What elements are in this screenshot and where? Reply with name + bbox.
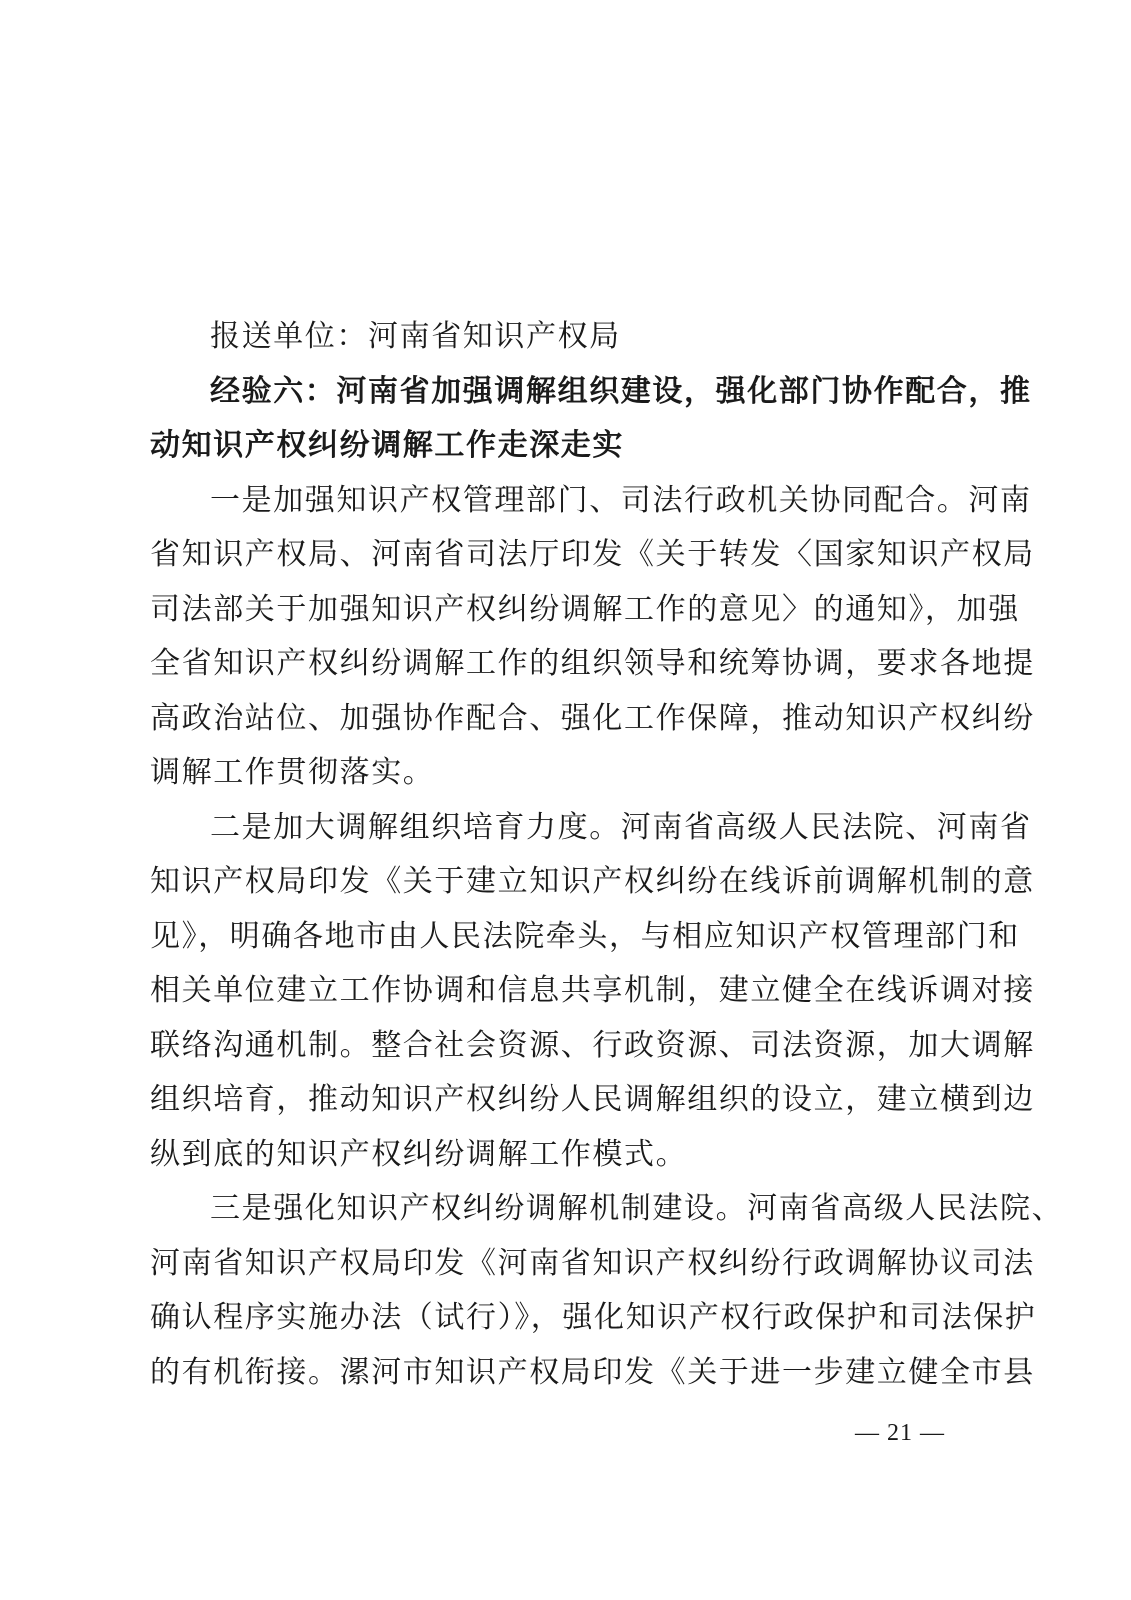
text-line: 知识产权局印发《关于建立知识产权纠纷在线诉前调解机制的意 — [150, 864, 1035, 899]
text-line: 三是强化知识产权纠纷调解机制建设。河南省高级人民法院、 — [210, 1191, 1064, 1226]
submitter-line: 报送单位：河南省知识产权局 — [210, 319, 621, 354]
text-line: 调解工作贯彻落实。 — [150, 755, 435, 790]
paragraph-2 — [150, 801, 1035, 1183]
text-line: 确认程序实施办法（试行）》，强化知识产权行政保护和司法保护 — [150, 1300, 1037, 1335]
paragraph-3 — [150, 1182, 1064, 1400]
heading-line: 经验六：河南省加强调解组织建设，强化部门协作配合，推 — [210, 373, 1032, 409]
text-line: 全省知识产权纠纷调解工作的组织领导和统筹协调，要求各地提 — [150, 646, 1035, 681]
document-body — [150, 310, 1064, 1400]
text-line: 河南省知识产权局印发《河南省知识产权纠纷行政调解协议司法 — [150, 1245, 1035, 1281]
paragraph-1 — [150, 474, 1035, 801]
section-heading — [150, 365, 1032, 474]
text-line: 联络沟通机制。整合社会资源、行政资源、司法资源，加大调解 — [150, 1027, 1035, 1063]
text-line: 省知识产权局、河南省司法厅印发《关于转发〈国家知识产权局 — [150, 537, 1035, 572]
text-line: 纵到底的知识产权纠纷调解工作模式。 — [150, 1136, 688, 1172]
text-line: 相关单位建立工作协调和信息共享机制，建立健全在线诉调对接 — [150, 973, 1035, 1008]
text-line: 见》，明确各地市由人民法院牵头，与相应知识产权管理部门和 — [150, 918, 1020, 954]
text-line: 司法部关于加强知识产权纠纷调解工作的意见〉的通知》，加强 — [150, 591, 1020, 627]
text-line: 高政治站位、加强协作配合、强化工作保障，推动知识产权纠纷 — [150, 700, 1035, 736]
text-line: 二是加大调解组织培育力度。河南省高级人民法院、河南省 — [210, 809, 1032, 845]
text-line: 的有机衔接。漯河市知识产权局印发《关于进一步建立健全市县 — [150, 1354, 1035, 1390]
heading-line: 动知识产权纠纷调解工作走深走实 — [150, 428, 624, 463]
text-line: 组织培育，推动知识产权纠纷人民调解组织的设立，建立横到边 — [150, 1082, 1035, 1117]
page-number: — 21 — — [855, 1420, 945, 1446]
text-line: 一是加强知识产权管理部门、司法行政机关协同配合。河南 — [210, 482, 1032, 518]
